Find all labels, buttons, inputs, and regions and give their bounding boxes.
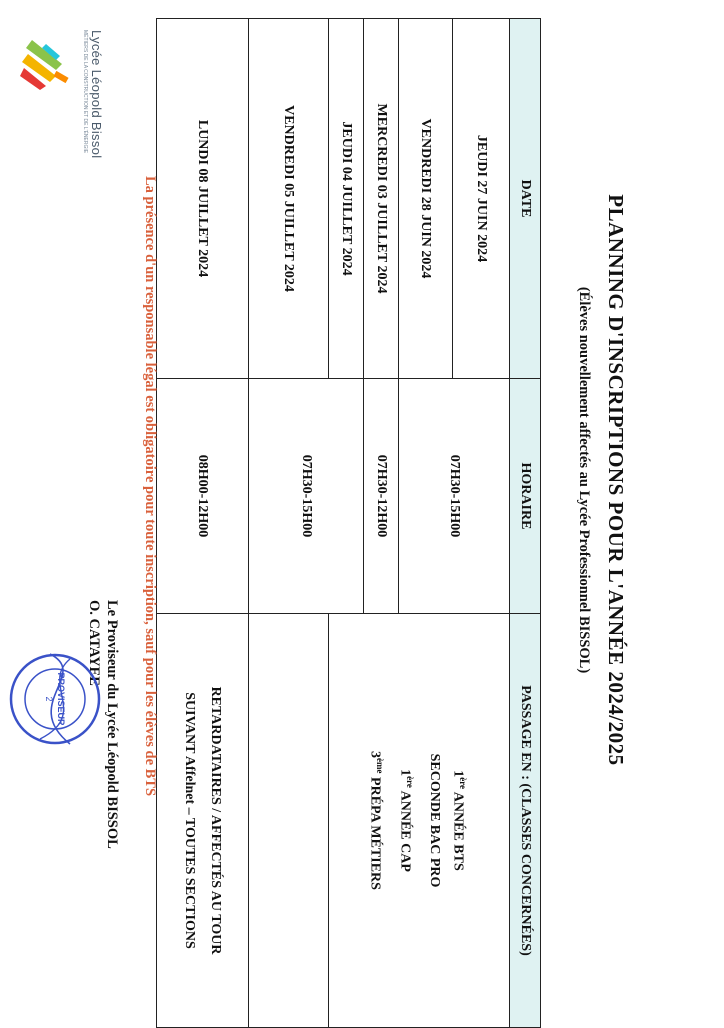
svg-text:PROVISEUR: PROVISEUR (56, 672, 66, 726)
passage-line-bts: 1ère ANNÉE BTS (450, 770, 469, 871)
legal-guardian-note: La présence d'un responsable légal est obligatoire pour toute inscription, sauf pour les élèves de BTS (142, 176, 158, 797)
horaire-cell: 07H30-12H00 (364, 379, 399, 614)
passage-line-cap: 1ère ANNÉE CAP (397, 769, 415, 872)
date-cell: VENDREDI 28 JUIN 2024 (399, 19, 453, 379)
svg-text:2: 2 (44, 696, 54, 702)
horaire-cell: 07H30-15H00 (399, 379, 510, 614)
date-cell: LUNDI 08 JUILLET 2024 (157, 19, 249, 379)
late-line-1: RETARDATAIRES / AFFECTÉS AU TOUR (208, 686, 224, 955)
school-logo-mark (16, 34, 76, 94)
late-line-2: SUIVANT Affelnet – TOUTES SECTIONS (182, 692, 198, 949)
passage-blank-cell (249, 614, 329, 1028)
school-stamp (0, 644, 110, 754)
header-passage: PASSAGE EN : (CLASSES CONCERNÉES) (510, 614, 541, 1028)
signature-title: Le Proviseur du Lycée Léopold BISSOL (104, 600, 120, 849)
passage-line-bac-pro: SECONDE BAC PRO (426, 753, 442, 888)
passage-late-cell (157, 614, 249, 1028)
date-cell: VENDREDI 05 JUILLET 2024 (249, 19, 329, 379)
passage-line-prepa: 3ème PRÉPA MÉTIERS (367, 751, 386, 890)
horaire-cell: 07H30-15H00 (249, 379, 364, 614)
table-row (157, 19, 249, 1028)
date-cell: MERCREDI 03 JUILLET 2024 (364, 19, 399, 379)
document-subtitle: (Élèves nouvellement affectés au Lycée Professionnel BISSOL) (576, 286, 592, 674)
document-title: PLANNING D'INSCRIPTIONS POUR L'ANNÉE 2024/2025 (604, 194, 628, 766)
school-logo-name: Lycée Léopold Bissol (89, 30, 104, 159)
date-cell: JEUDI 04 JUILLET 2024 (329, 19, 364, 379)
passage-classes-cell (329, 614, 510, 1028)
horaire-cell: 08H00-12H00 (157, 379, 249, 614)
school-logo (12, 18, 112, 159)
registration-schedule-table (156, 18, 541, 1028)
school-logo-subtitle: MÉTIERS DE LA CONSTRUCTION ET DE L'ÉNERGIE (82, 30, 88, 154)
header-horaire: HORAIRE (510, 379, 541, 614)
signature-name: O. CATAYEE (86, 600, 102, 686)
date-cell: JEUDI 27 JUIN 2024 (453, 19, 510, 379)
header-date: DATE (510, 19, 541, 379)
table-row (453, 19, 510, 1028)
